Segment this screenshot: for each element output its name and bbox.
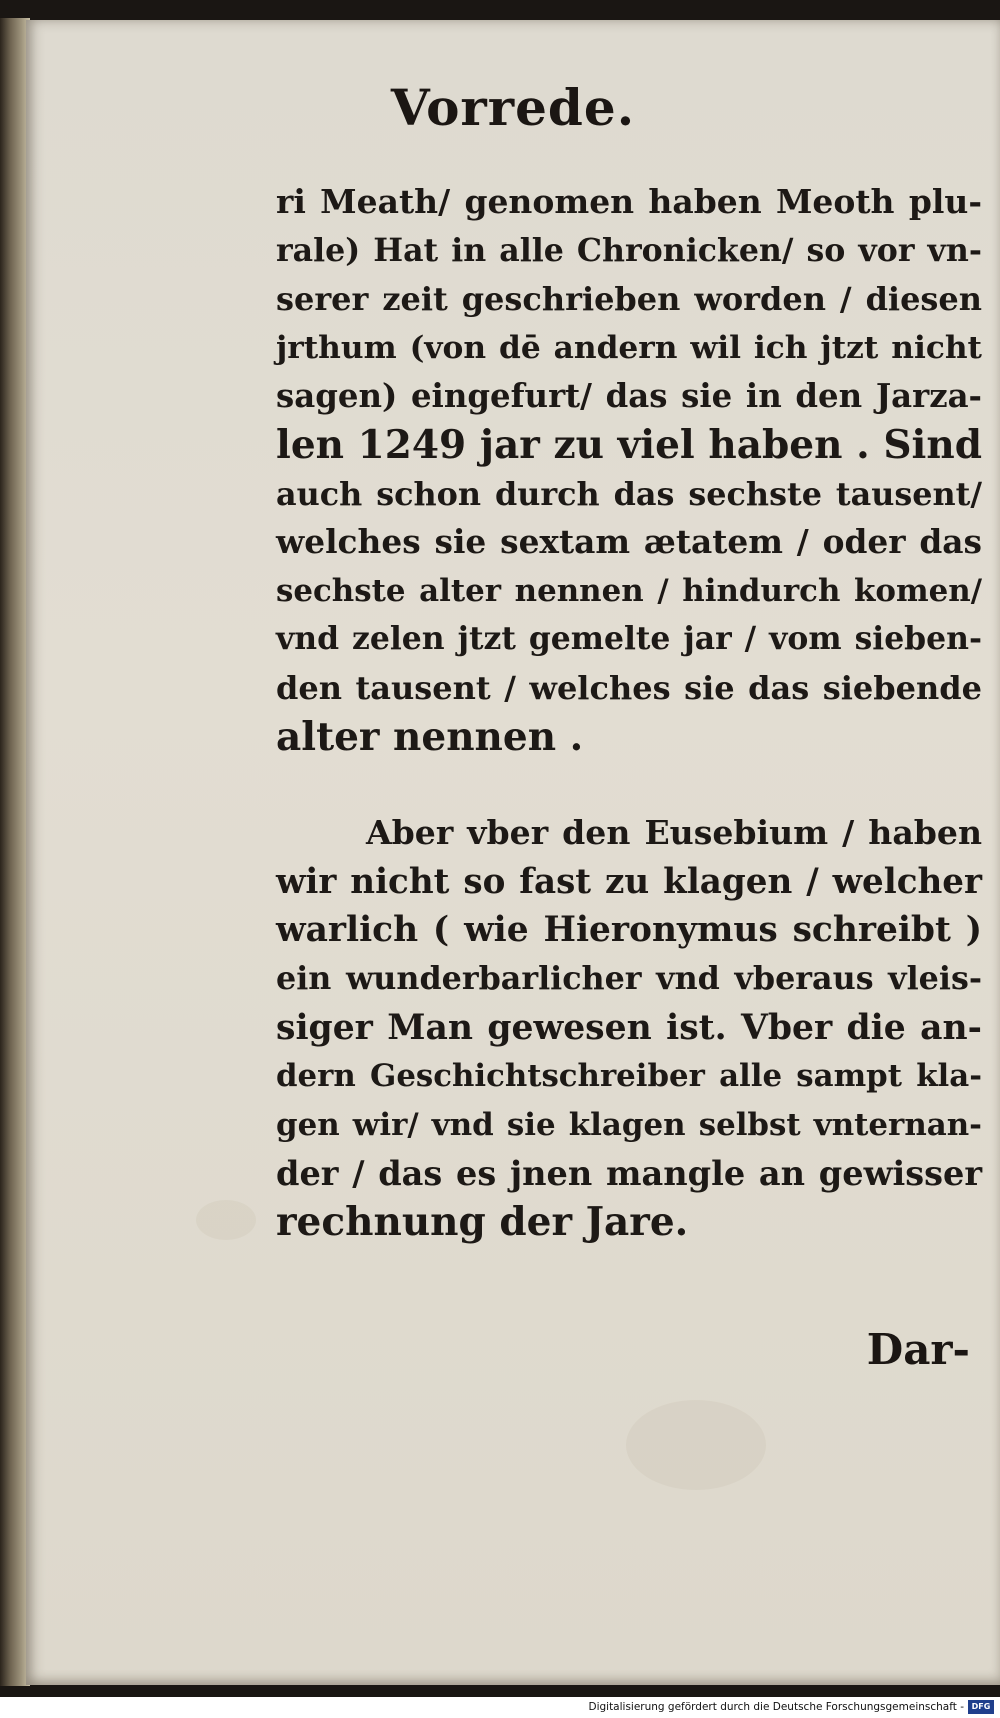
- text-line: ein wunderbarlicher vnd vberaus vleis-: [276, 959, 982, 997]
- paragraph-1: [276, 178, 982, 761]
- digitization-footer: [0, 1697, 1000, 1718]
- text-line: ri Meath/ genomen haben Meoth plu-: [276, 182, 982, 221]
- text-line: den tausent / welches sie das siebende: [276, 668, 982, 707]
- page-body: [276, 178, 982, 1246]
- text-line: auch schon durch das sechste tausent/: [276, 474, 982, 513]
- page-header: Vorrede.: [390, 78, 636, 137]
- text-line: wir nicht so fast zu klagen / welcher: [276, 861, 982, 902]
- text-line: gen wir/ vnd sie klagen selbst vnternan-: [276, 1106, 982, 1143]
- book-page: [26, 20, 1000, 1685]
- paragraph-2: [276, 809, 982, 1246]
- text-line: warlich ( wie Hieronymus schreibt ): [276, 910, 982, 951]
- text-line: rechnung der Jare.: [276, 1198, 689, 1245]
- text-line: dern Geschichtschreiber alle sampt kla-: [276, 1058, 982, 1095]
- funding-credit: Digitalisierung gefördert durch die Deutsche Forschungsgemeinschaft -: [588, 1701, 964, 1713]
- text-line: jrthum (von dē andern wil ich jtzt nicht: [276, 329, 982, 366]
- catchword: Dar-: [866, 1325, 970, 1374]
- paper-stain: [626, 1400, 766, 1490]
- dfg-logo: DFG: [968, 1700, 994, 1714]
- text-line: sagen) eingefurt/ das sie in den Jarza-: [276, 377, 982, 416]
- text-line: rale) Hat in alle Chronicken/ so vor vn-: [276, 231, 982, 269]
- text-line: vnd zelen jtzt gemelte jar / vom sieben-: [276, 620, 982, 658]
- text-line: alter nennen .: [276, 713, 584, 760]
- text-line: der / das es jnen mangle an gewisser: [276, 1153, 982, 1194]
- text-line: Aber vber den Eusebium / haben: [366, 813, 982, 853]
- text-line: siger Man gewesen ist. Vber die an-: [276, 1007, 982, 1048]
- paper-stain: [196, 1200, 256, 1240]
- text-line: len 1249 jar zu viel haben . Sind: [276, 421, 982, 468]
- text-line: serer zeit geschrieben worden / diesen: [276, 280, 982, 319]
- text-line: welches sie sextam ætatem / oder das: [276, 522, 982, 562]
- text-line: sechste alter nennen / hindurch komen/: [276, 572, 982, 609]
